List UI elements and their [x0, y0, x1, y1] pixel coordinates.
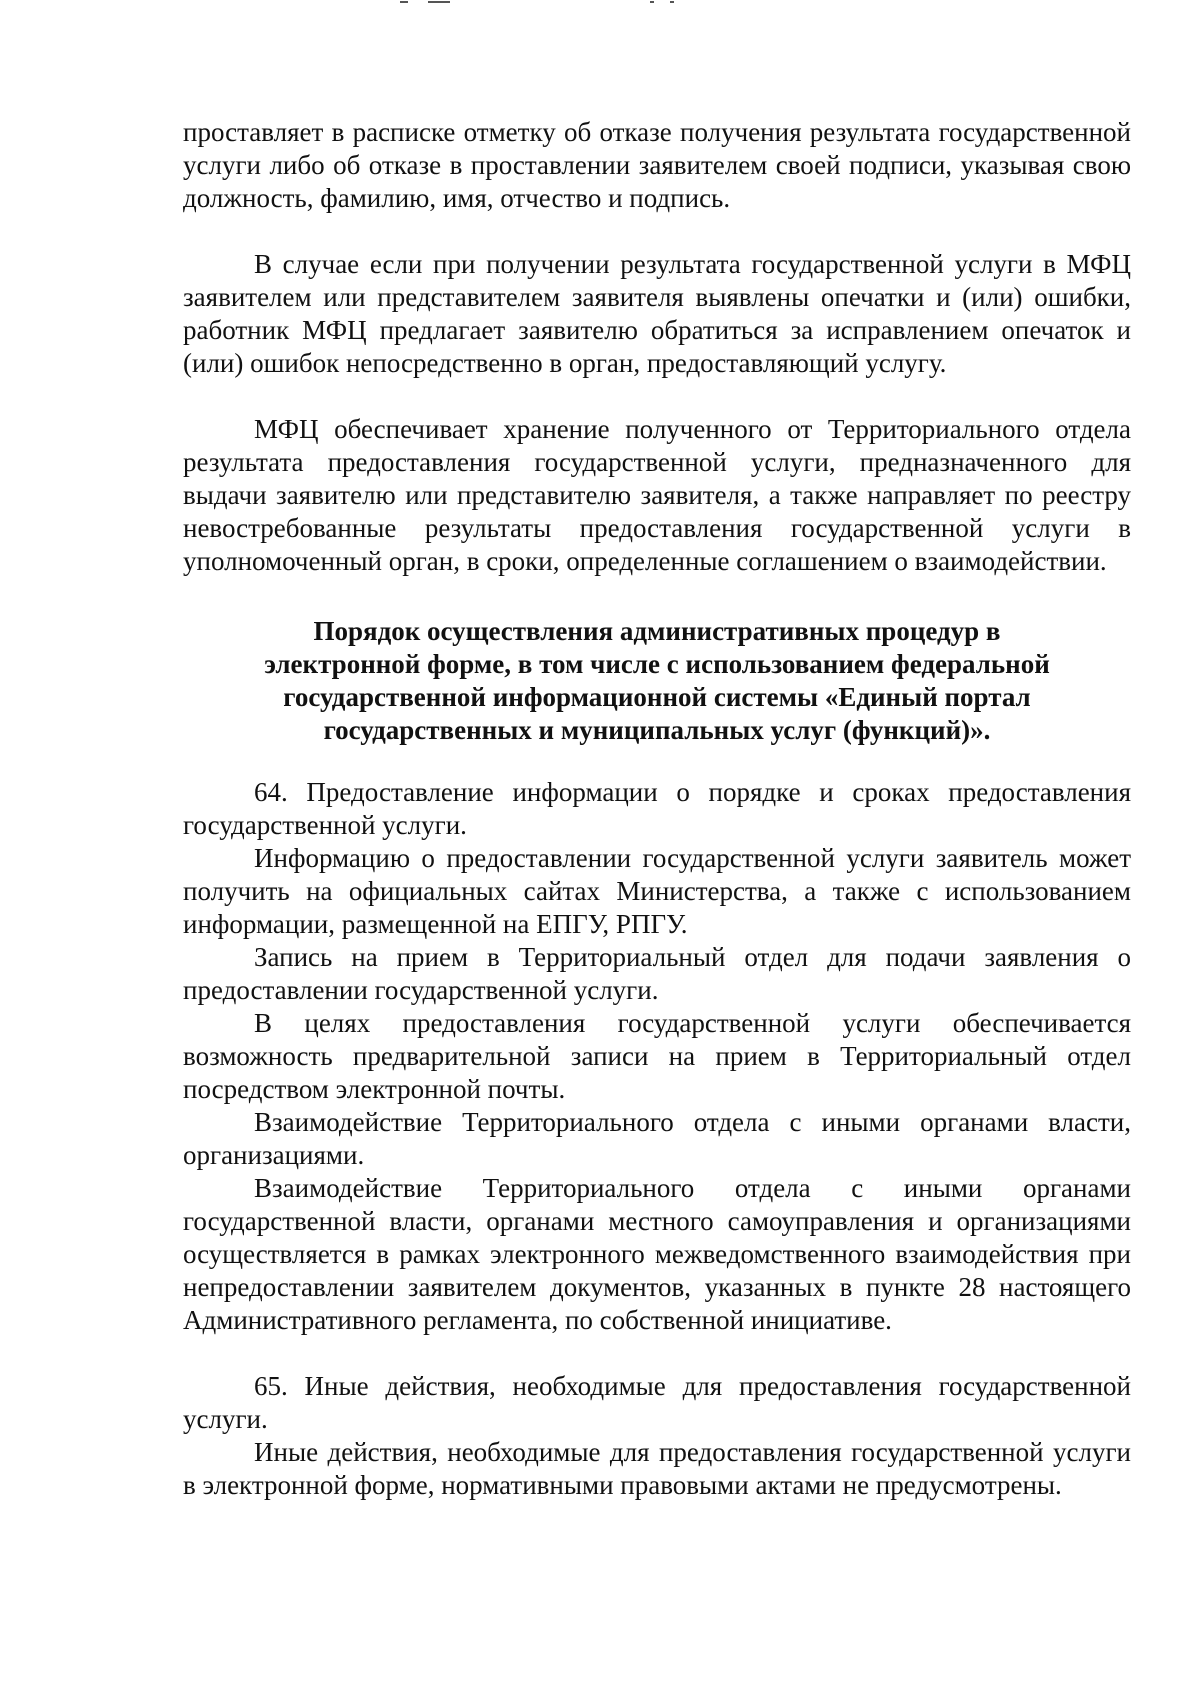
- paragraph-64-appointment: Запись на прием в Территориальный отдел для подачи заявления о предоставлении государственной услуги.: [183, 942, 1131, 1005]
- paragraph-64-interaction-body: Взаимодействие Территориального отдела с иными органами государственной власти, органами местного самоуправления и организациями осуществляется в рамках электронного межведомственного взаимодействия при непредоставлении заявителем документов, указанных в пункте 28 настоящего Административного регламента, по собственной инициативе.: [183, 1173, 1131, 1335]
- paragraph-64-preregistration: В целях предоставления государственной услуги обеспечивается возможность предварительной записи на прием в Территориальный отдел посредством электронной почты.: [183, 1008, 1131, 1104]
- paragraph-64-title: 64. Предоставление информации о порядке и сроках предоставления государственной услуги.: [183, 777, 1131, 840]
- heading-line: государственной информационной системы «Единый портал: [283, 682, 1031, 712]
- section-heading: [183, 615, 1131, 747]
- paragraph-64-info: Информацию о предоставлении государственной услуги заявитель может получить на официальных сайтах Министерства, а также с использованием информации, размещенной на ЕПГУ, РПГУ.: [183, 843, 1131, 939]
- scan-artifacts: [380, 0, 740, 6]
- heading-line: электронной форме, в том числе с использованием федеральной: [264, 649, 1050, 679]
- paragraph-64-interaction-title: Взаимодействие Территориального отдела с иными органами власти, организациями.: [183, 1107, 1131, 1170]
- scan-mark: [670, 1, 674, 3]
- document-body: [183, 116, 1131, 1502]
- paragraph-mfc-storage: МФЦ обеспечивает хранение полученного от Территориального отдела результата предоставления государственной услуги, предназначенного для выдачи заявителю или представителю заявителя, а также направляет по реестру невостребованные результаты предоставления государственной услуги в уполномоченный орган, в сроки, определенные соглашением о взаимодействии.: [183, 414, 1131, 576]
- scan-mark: [400, 1, 408, 3]
- heading-line: государственных и муниципальных услуг (функций)».: [323, 715, 991, 745]
- scan-mark: [650, 1, 654, 3]
- paragraph-typos-errors: В случае если при получении результата государственной услуги в МФЦ заявителем или представителем заявителя выявлены опечатки и (или) ошибки, работник МФЦ предлагает заявителю обратиться за исправлением опечаток и (или) ошибок непосредственно в орган, предоставляющий услугу.: [183, 249, 1131, 378]
- paragraph-65-body: Иные действия, необходимые для предоставления государственной услуги в электронной форме, нормативными правовыми актами не предусмотрены.: [183, 1437, 1131, 1500]
- paragraph-65-title: 65. Иные действия, необходимые для предоставления государственной услуги.: [183, 1371, 1131, 1434]
- scan-mark: [428, 1, 450, 3]
- heading-line: Порядок осуществления административных процедур в: [313, 616, 1001, 646]
- paragraph-receipt-mark: проставляет в расписке отметку об отказе получения результата государственной услуги либо об отказе в проставлении заявителем своей подписи, указывая свою должность, фамилию, имя, отчество и подпись.: [183, 117, 1131, 213]
